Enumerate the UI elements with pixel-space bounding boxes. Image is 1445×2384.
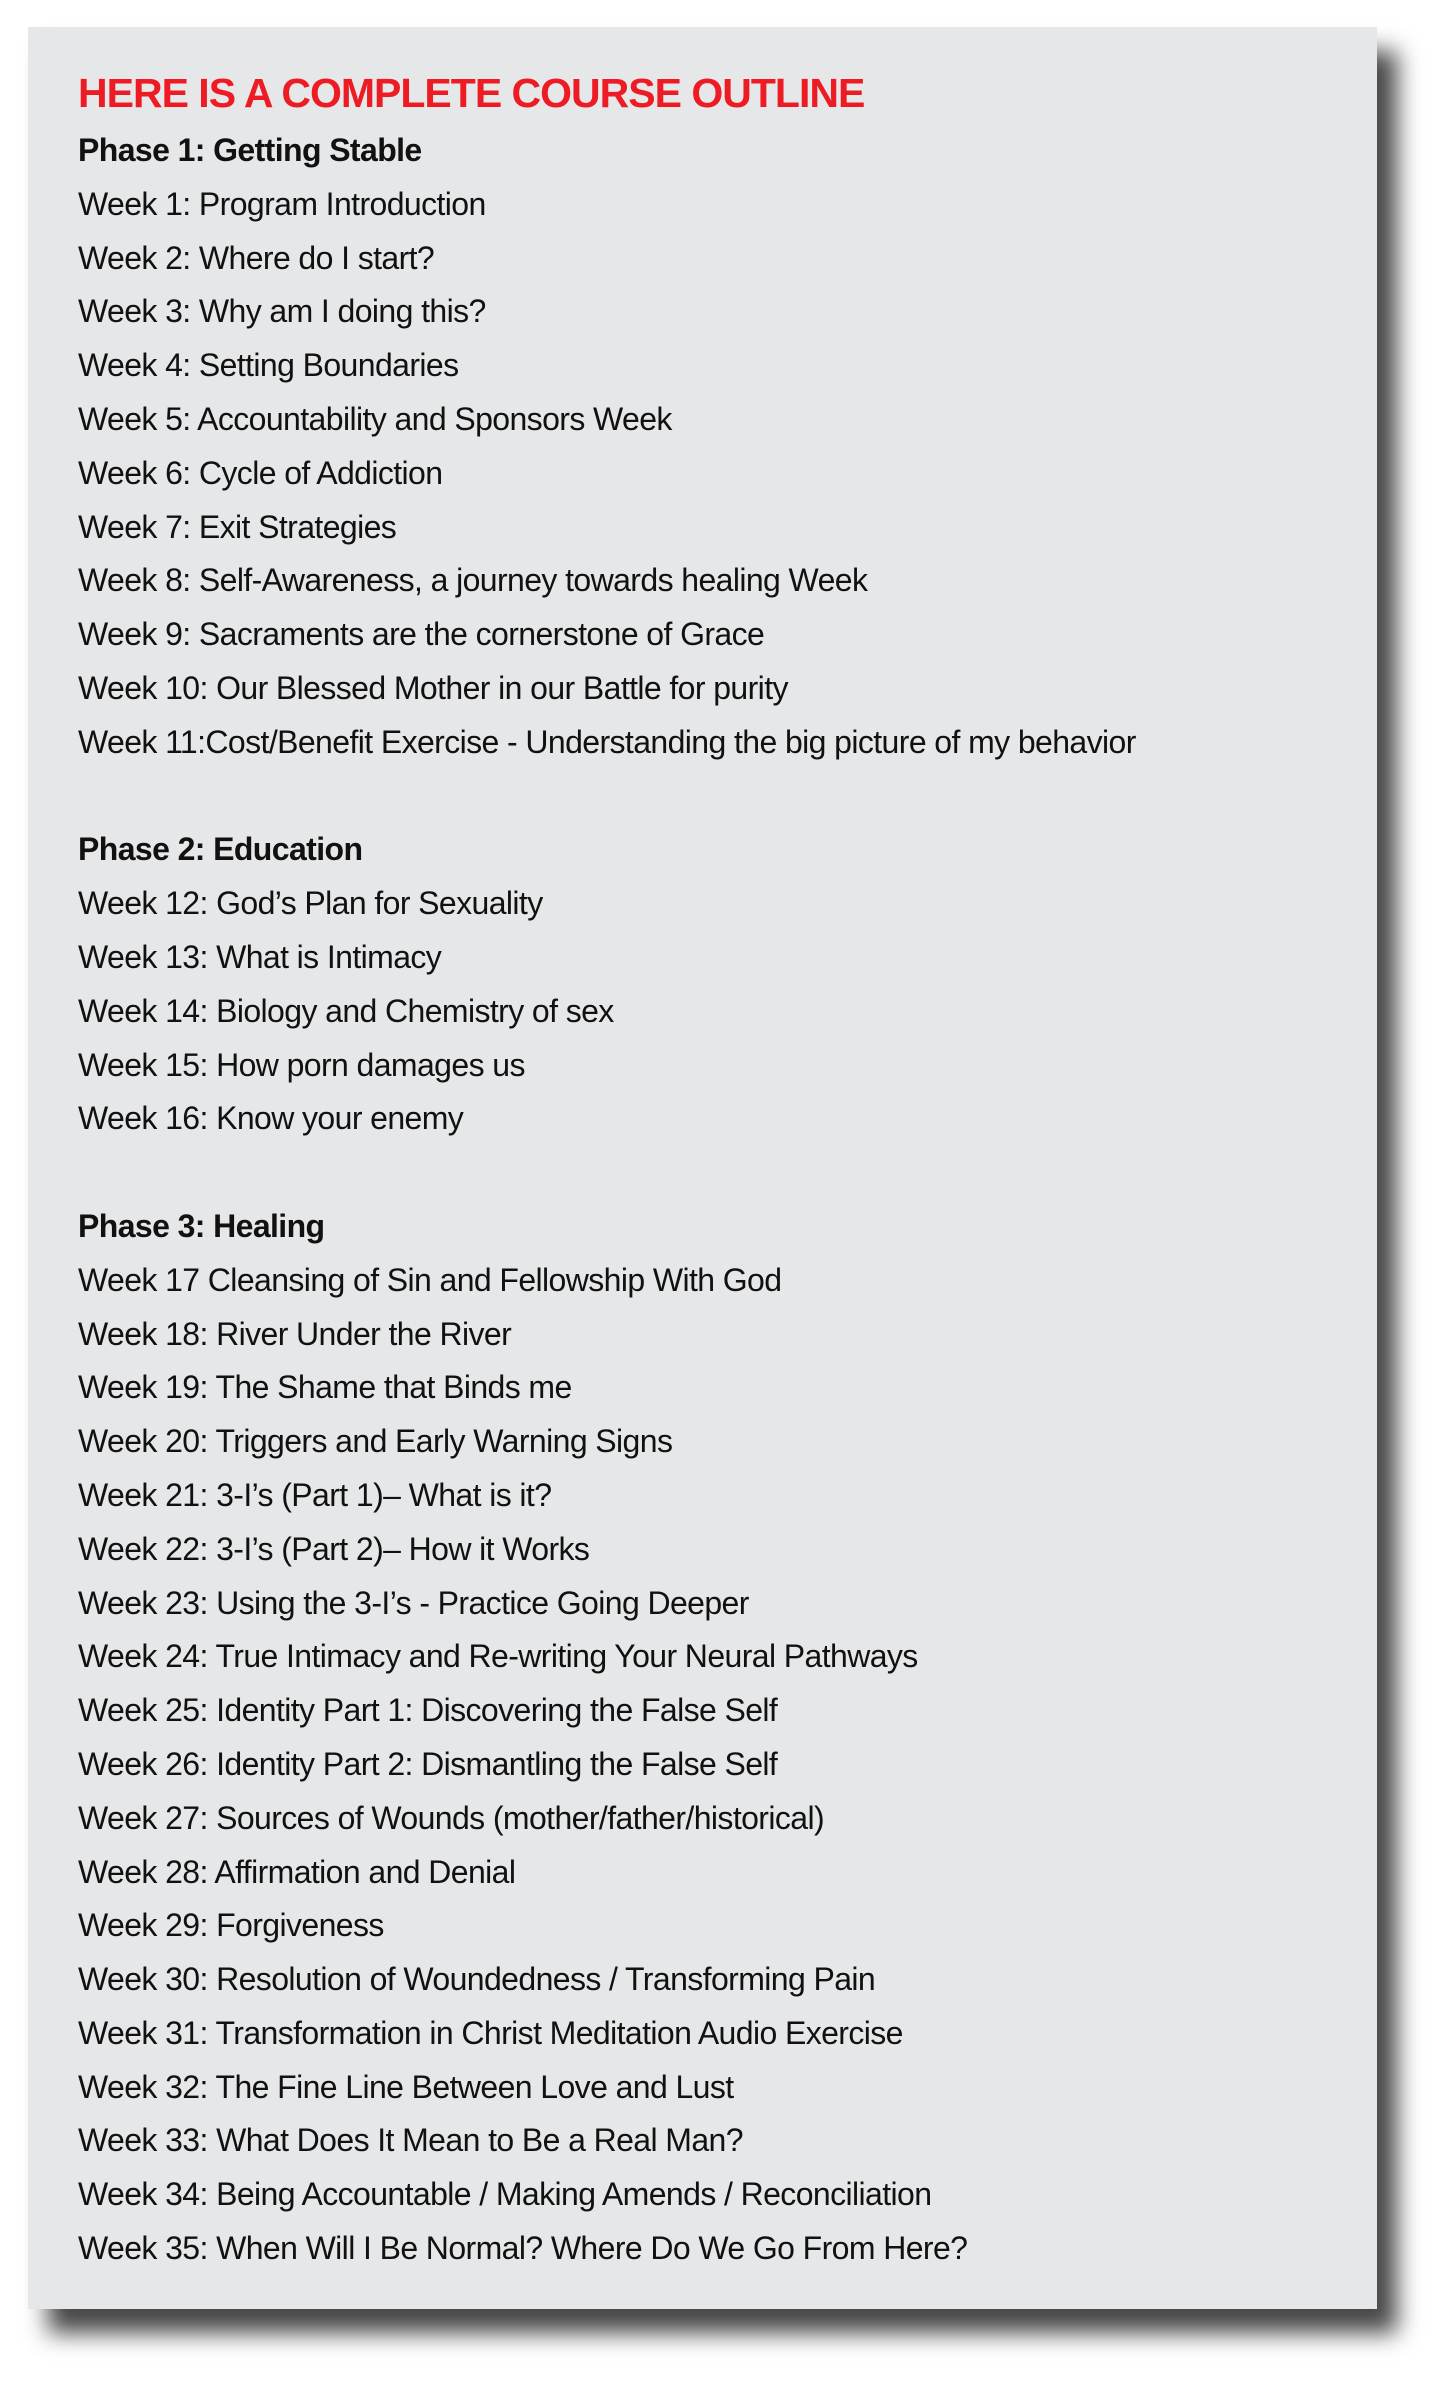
week-item: Week 30: Resolution of Woundedness / Transforming Pain [78,1961,876,1998]
course-outline-list [78,124,1136,2276]
week-item: Week 9: Sacraments are the cornerstone of Grace [78,616,765,653]
week-item: Week 33: What Does It Mean to Be a Real Man? [78,2122,743,2159]
week-item: Week 1: Program Introduction [78,185,486,222]
week-item: Week 20: Triggers and Early Warning Signs [78,1423,673,1460]
week-item: Week 22: 3-I’s (Part 2)– How it Works [78,1530,590,1567]
week-item: Week 31: Transformation in Christ Meditation Audio Exercise [78,2014,903,2051]
week-item: Week 17 Cleansing of Sin and Fellowship With God [78,1261,782,1298]
week-item: Week 16: Know your enemy [78,1100,464,1137]
week-item: Week 3: Why am I doing this? [78,293,486,330]
week-item: Week 18: River Under the River [78,1315,512,1352]
week-item: Week 4: Setting Boundaries [78,347,459,384]
week-item: Week 29: Forgiveness [78,1907,384,1944]
week-item: Week 32: The Fine Line Between Love and Lust [78,2068,734,2105]
spacer [78,770,1136,824]
week-item: Week 25: Identity Part 1: Discovering the False Self [78,1692,778,1729]
spacer [78,1146,1136,1200]
week-item: Week 11:Cost/Benefit Exercise - Understanding the big picture of my behavior [78,723,1136,760]
week-item: Week 27: Sources of Wounds (mother/father/historical) [78,1799,825,1836]
week-item: Week 19: The Shame that Binds me [78,1369,572,1406]
course-outline-card [28,27,1377,2309]
week-item: Week 6: Cycle of Addiction [78,454,443,491]
week-item: Week 12: God’s Plan for Sexuality [78,885,543,922]
week-item: Week 14: Biology and Chemistry of sex [78,992,614,1029]
outline-title: HERE IS A COMPLETE COURSE OUTLINE [78,70,865,116]
week-item: Week 10: Our Blessed Mother in our Battle for purity [78,669,788,706]
phase-heading: Phase 2: Education [78,831,363,868]
week-item: Week 7: Exit Strategies [78,508,397,545]
week-item: Week 34: Being Accountable / Making Amends / Reconciliation [78,2176,932,2213]
week-item: Week 28: Affirmation and Denial [78,1853,516,1890]
week-item: Week 35: When Will I Be Normal? Where Do We Go From Here? [78,2230,968,2267]
week-item: Week 2: Where do I start? [78,239,435,276]
phase-heading: Phase 1: Getting Stable [78,132,422,168]
week-item: Week 13: What is Intimacy [78,938,442,975]
phase-heading: Phase 3: Healing [78,1207,325,1244]
week-item: Week 15: How porn damages us [78,1046,525,1083]
week-item: Week 23: Using the 3-I’s - Practice Going Deeper [78,1584,749,1621]
week-item: Week 24: True Intimacy and Re-writing Your Neural Pathways [78,1638,918,1675]
week-item: Week 5: Accountability and Sponsors Week [78,400,672,437]
week-item: Week 26: Identity Part 2: Dismantling the False Self [78,1745,778,1782]
week-item: Week 21: 3-I’s (Part 1)– What is it? [78,1476,552,1513]
week-item: Week 8: Self-Awareness, a journey towards healing Week [78,562,868,599]
